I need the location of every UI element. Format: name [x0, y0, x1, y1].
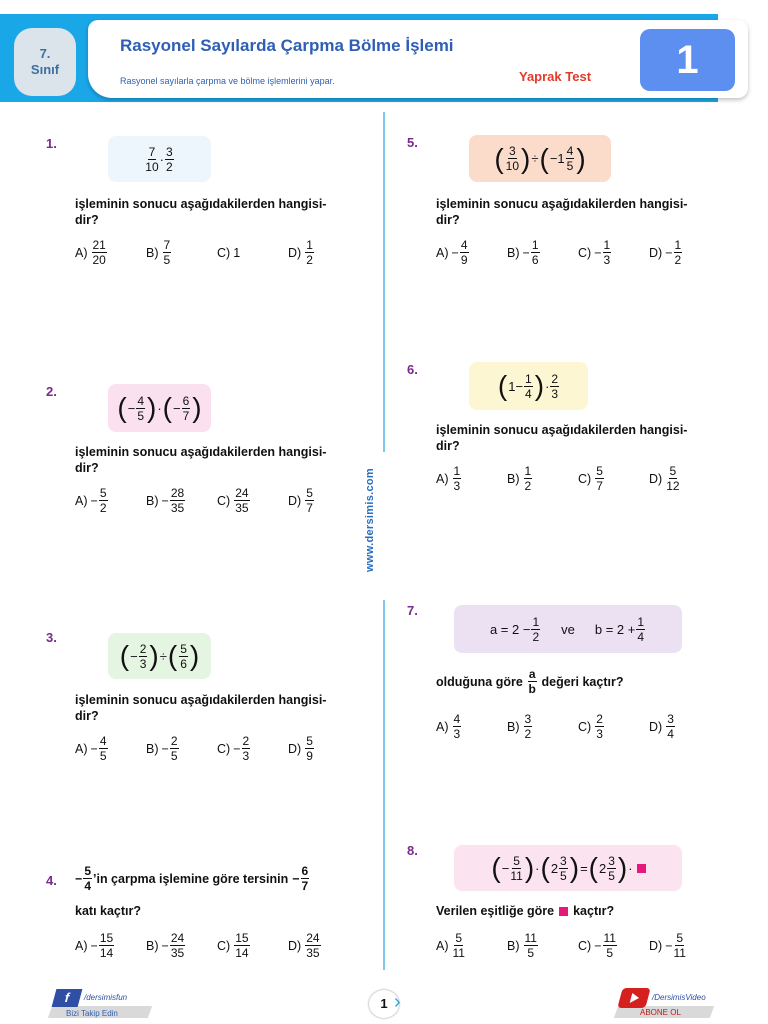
answer-options: [436, 238, 720, 267]
question-number: 8.: [407, 843, 418, 858]
option-b[interactable]: B) − $\frac{24}{35}$: [146, 931, 185, 960]
question-stem: işleminin sonucu aşağıdakilerden hangisi- dir?: [75, 693, 327, 723]
question-expression: ( − $\frac{5}{11}$ ) · ( 2 3 5 ) = ( 2 3 5 ) ·: [454, 845, 682, 891]
question-number: 5.: [407, 135, 418, 150]
answer-options: [75, 238, 359, 267]
option-d[interactable]: D) 1 2: [288, 238, 313, 267]
option-d[interactable]: D) 5 9: [288, 734, 313, 763]
test-type: Yaprak Test: [519, 69, 592, 84]
question-stem-line2: katı kaçtır?: [75, 904, 142, 918]
option-c[interactable]: C) − $\frac{1}{3}$: [578, 238, 611, 267]
answer-options: [436, 931, 720, 960]
option-a[interactable]: A) 1 3: [436, 464, 461, 493]
question-number: 6.: [407, 362, 418, 377]
option-a[interactable]: A) − $\frac{4}{9}$: [436, 238, 468, 267]
answer-options: [75, 734, 359, 763]
facebook-handle[interactable]: /dersimisfun: [84, 993, 128, 1002]
question-number: 1.: [46, 136, 57, 151]
question-number: 4.: [46, 873, 57, 888]
youtube-subscribe-text: ABONE OL: [640, 1008, 681, 1017]
option-a[interactable]: A) − $\frac{4}{5}$: [75, 734, 107, 763]
option-d[interactable]: D) − $\frac{5}{11}$: [649, 931, 686, 960]
option-b[interactable]: B) − $\frac{1}{6}$: [507, 238, 539, 267]
option-c[interactable]: C) 1: [217, 245, 241, 260]
question-stem: işleminin sonucu aşağıdakilerden hangisi- dir?: [436, 423, 688, 453]
question-expression: ( 3 10 ) ÷ ( − 1 4 5 ): [469, 135, 611, 182]
answer-options: [436, 712, 720, 741]
option-b[interactable]: B) − $\frac{2}{5}$: [146, 734, 178, 763]
question-stem: olduğuna göre a b değeri kaçtır?: [436, 667, 624, 696]
question-stem: işleminin sonucu aşağıdakilerden hangisi- dir?: [75, 197, 327, 227]
grade-number: 7.: [39, 46, 51, 61]
youtube-icon[interactable]: [617, 988, 650, 1008]
page-title: Rasyonel Sayılarda Çarpma Bölme İşlemi: [120, 36, 454, 55]
option-b[interactable]: B) − $\frac{28}{35}$: [146, 486, 185, 515]
option-c[interactable]: C) 24 35: [217, 486, 249, 515]
option-b[interactable]: B) 11 5: [507, 931, 537, 960]
option-c[interactable]: C) − $\frac{11}{5}$: [578, 931, 616, 960]
question-expression: ( − $\frac{4}{5}$ ) · ( − $\frac{6}{7}$ ): [108, 384, 211, 432]
option-d[interactable]: D) 5 7: [288, 486, 313, 515]
option-a[interactable]: A) 5 11: [436, 931, 465, 960]
option-c[interactable]: C) 2 3: [578, 712, 603, 741]
option-a[interactable]: A) − $\frac{15}{14}$: [75, 931, 114, 960]
option-a[interactable]: A) 21 20: [75, 238, 106, 267]
option-d[interactable]: D) − $\frac{1}{2}$: [649, 238, 682, 267]
grade-badge: [14, 28, 76, 96]
question-number: 7.: [407, 603, 418, 618]
option-a[interactable]: A) 4 3: [436, 712, 461, 741]
question-expression: 7 10 · 3 2: [108, 136, 211, 182]
option-b[interactable]: B) 7 5: [146, 238, 171, 267]
answer-options: [75, 486, 359, 515]
option-c[interactable]: C) 15 14: [217, 931, 249, 960]
page-subtitle: Rasyonel sayılarla çarpma ve bölme işlemlerini yapar.: [120, 76, 335, 86]
column-divider-top: [383, 112, 385, 452]
question-number: 3.: [46, 630, 57, 645]
option-d[interactable]: D) 24 35: [288, 931, 320, 960]
option-c[interactable]: C) 5 7: [578, 464, 603, 493]
grade-label: Sınıf: [30, 62, 60, 77]
option-c[interactable]: C) − $\frac{2}{3}$: [217, 734, 250, 763]
column-divider-bottom: [383, 600, 385, 970]
option-d[interactable]: D) 3 4: [649, 712, 674, 741]
question-expression: a = 2 − $\frac{1}{2}$ ve b = 2 + $\frac{1}{4}$: [454, 605, 682, 653]
option-a[interactable]: A) − $\frac{5}{2}$: [75, 486, 107, 515]
test-number: 1: [640, 29, 735, 91]
pink-square-unknown: [559, 907, 568, 916]
youtube-handle[interactable]: /DersimisVideo: [652, 993, 706, 1002]
question-stem: − $\frac{5}{4}$ ’in çarpma işlemine göre tersinin − $\frac{6}{7}$: [75, 864, 309, 893]
facebook-follow-text: Bizi Takip Edin: [66, 1009, 118, 1018]
question-stem: Verilen eşitliğe göre kaçtır?: [436, 904, 615, 918]
question-stem: işleminin sonucu aşağıdakilerden hangisi- dir?: [436, 197, 688, 227]
option-d[interactable]: D) 5 12: [649, 464, 680, 493]
website-watermark: www.dersimis.com: [364, 467, 376, 573]
question-number: 2.: [46, 384, 57, 399]
answer-options: [75, 931, 359, 960]
page-number: 1: [369, 990, 399, 1018]
option-b[interactable]: B) 3 2: [507, 712, 532, 741]
facebook-icon[interactable]: f: [52, 989, 83, 1007]
answer-options: [436, 464, 720, 493]
question-expression: ( 1 − $\frac{1}{4}$ ) · 2 3: [469, 362, 588, 410]
question-expression: ( − $\frac{2}{3}$ ) ÷ ( 5 6 ): [108, 633, 211, 679]
chevron-right-icon: ›: [394, 991, 401, 1013]
pink-square-unknown: [637, 864, 646, 873]
option-b[interactable]: B) 1 2: [507, 464, 532, 493]
question-stem: işleminin sonucu aşağıdakilerden hangisi- dir?: [75, 445, 327, 475]
